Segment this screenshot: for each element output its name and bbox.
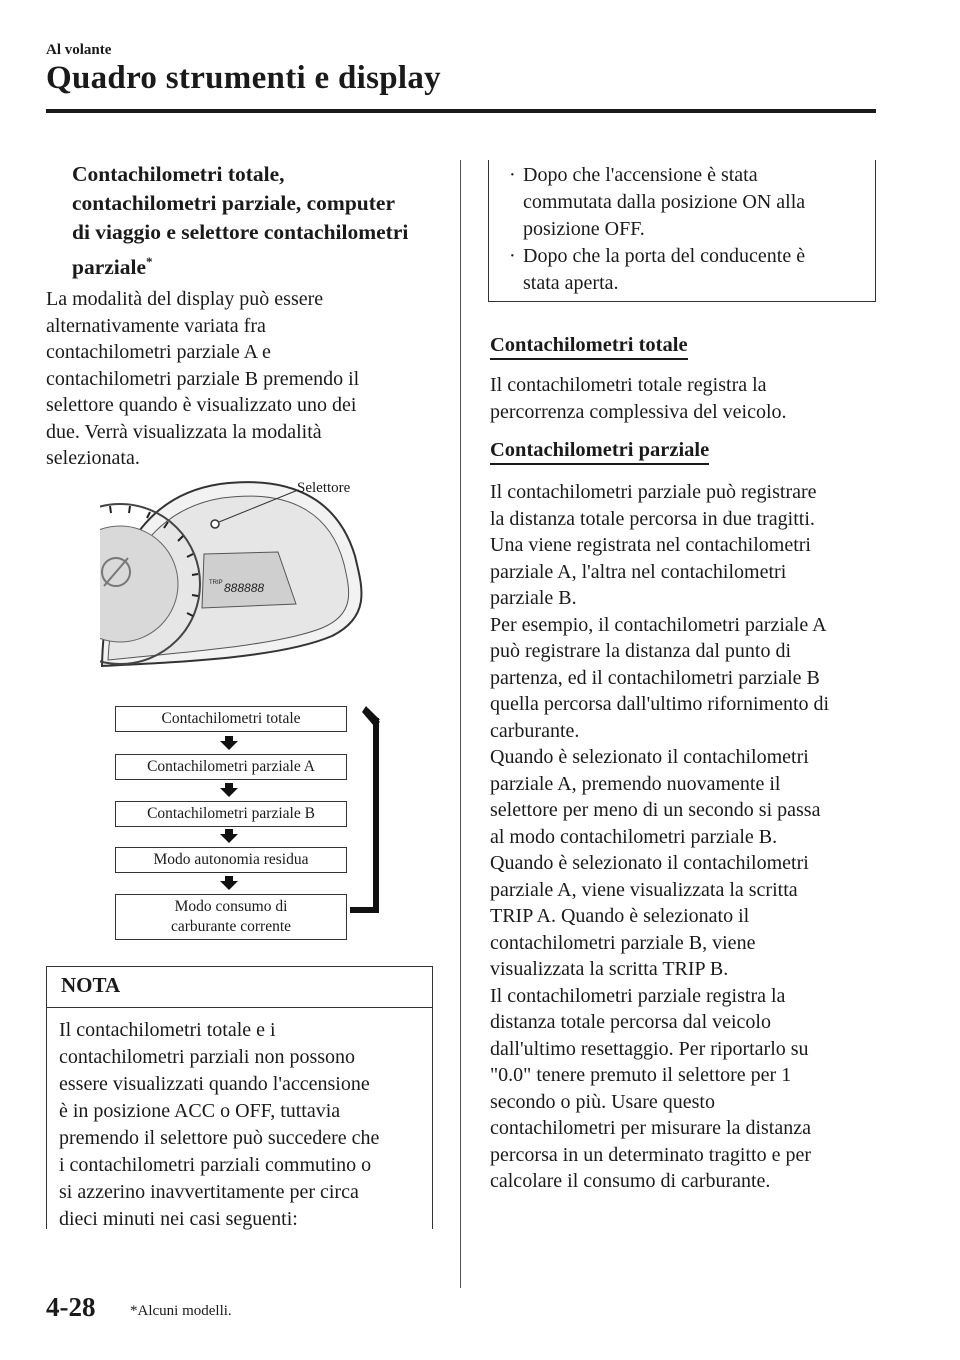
odometer-heading: Contachilometri totale [490,334,688,360]
text-line: Quando è selezionato il contachilometri [490,746,809,768]
text-line: la distanza totale percorsa in due tragitti. [490,507,815,530]
text-line: TRIP A. Quando è selezionato il [490,905,750,927]
note-title: NOTA [61,973,121,997]
text-line: percorrenza complessiva del veicolo. [490,400,787,423]
text-line: carburante. [490,719,580,742]
text-line: è in posizione ACC o OFF, tuttavia [59,1100,341,1122]
page-title: Quadro strumenti e display [46,60,441,96]
intro-paragraph [46,286,446,472]
flow-step-odometer: Contachilometri totale [115,706,347,732]
text-line: stata aperta. [523,272,619,294]
text-line: dieci minuti nei casi seguenti: [59,1208,298,1230]
text-line: Quando è selezionato il contachilometri [490,852,809,874]
text-line: calcolare il consumo di carburante. [490,1170,771,1192]
section-heading [72,160,442,282]
note-text [59,1017,429,1233]
text-line: selettore per meno di un secondo si passa [490,799,821,821]
heading-line: di viaggio e selettore contachilometri [72,220,409,244]
text-line: quella percorsa dall'ultimo rifornimento di [490,693,830,715]
text-line: secondo o più. Usare questo [490,1090,715,1113]
note-box [46,966,433,1229]
text-line: Il contachilometri parziale registra la [490,984,786,1007]
lcd-digits: 888888 [224,581,265,595]
text-line: contachilometri parziale B premendo il [46,367,360,390]
note-box-continued [488,160,876,302]
flow-step-trip-a: Contachilometri parziale A [115,754,347,780]
heading-line [72,247,442,282]
heading-line-text: parziale [72,255,147,280]
flow-step-fuel-consumption: Modo consumo di carburante corrente [115,894,347,940]
note-bullet [505,162,883,243]
text-line: contachilometri per misurare la distanza [490,1117,811,1139]
text-line: premendo il selettore può succedere che [59,1127,380,1149]
title-rule [46,109,876,113]
text-line: visualizzata la scritta TRIP B. [490,958,729,980]
page-number: 4-28 [46,1292,96,1322]
text-line: parziale A, l'altra nel contachilometri [490,560,787,583]
text-line: si azzerino inavvertitamente per circa [59,1181,359,1203]
bullet-dot: · [509,164,516,186]
flow-arrow-down [219,736,239,750]
text-line: al modo contachilometri parziale B. [490,825,778,848]
column-divider [460,160,461,1288]
trip-meter-heading: Contachilometri parziale [490,439,709,465]
text-line: parziale B. [490,587,577,609]
text-line: Per esempio, il contachilometri parziale A [490,613,827,636]
text-line: essere visualizzati quando l'accensione [59,1073,370,1095]
flow-step-range: Modo autonomia residua [115,847,347,873]
text-line: contachilometri parziale A e [46,341,271,363]
text-line: Il contachilometri totale registra la [490,374,767,396]
selector-knob [211,520,219,528]
text-line: distanza totale percorsa dal veicolo [490,1011,771,1033]
text-line: parziale A, viene visualizzata la scritta [490,878,798,901]
lcd-trip-text: TRIP [209,580,223,586]
heading-line: contachilometri parziale, computer [72,191,396,215]
flow-arrow-down [219,829,239,843]
note-bullet [505,243,883,297]
text-line: partenza, ed il contachilometri parziale B [490,666,820,689]
text-line: selettore quando è visualizzato uno dei [46,394,357,416]
section-label: Al volante [46,42,112,58]
trip-meter-text [490,479,875,1195]
text-line: contachilometri parziali non possono [59,1046,356,1068]
text-line: Il contachilometri totale e i [59,1019,276,1041]
text-line: percorsa in un determinato tragitto e per [490,1143,811,1166]
text-line: posizione OFF. [523,218,645,240]
bullet-dot: · [509,245,516,267]
text-line: Una viene registrata nel contachilometri [490,534,811,556]
text-line: parziale A, premendo nuovamente il [490,772,781,795]
flow-arrow-down [219,876,239,890]
text-line: può registrare la distanza dal punto di [490,640,792,662]
text-line: Il contachilometri parziale può registrare [490,481,817,503]
heading-line: Contachilometri totale, [72,162,285,186]
footnote-mark: * [146,254,153,269]
text-line: commutata dalla posizione ON alla [523,191,806,213]
flow-step-trip-b: Contachilometri parziale B [115,801,347,827]
text-line: due. Verrà visualizzata la modalità [46,420,322,443]
text-line: i contachilometri parziali commutino o [59,1154,372,1176]
footnote: *Alcuni modelli. [130,1303,232,1319]
text-line: "0.0" tenere premuto il selettore per 1 [490,1064,792,1086]
text-line: contachilometri parziale B, viene [490,931,756,954]
note-divider [47,1007,432,1008]
flow-return-arrow [350,706,380,916]
text-line: alternativamente variata fra [46,314,266,337]
selector-label: Selettore [297,480,351,496]
odometer-text [490,372,875,425]
text-line: selezionata. [46,447,140,469]
text-line: La modalità del display può essere [46,288,324,310]
flow-arrow-down [219,783,239,797]
text-line: Dopo che la porta del conducente è [523,245,806,267]
instrument-cluster-illustration [100,476,380,671]
text-line: Dopo che l'accensione è stata [523,164,758,186]
text-line: dall'ultimo resettaggio. Per riportarlo su [490,1037,809,1060]
